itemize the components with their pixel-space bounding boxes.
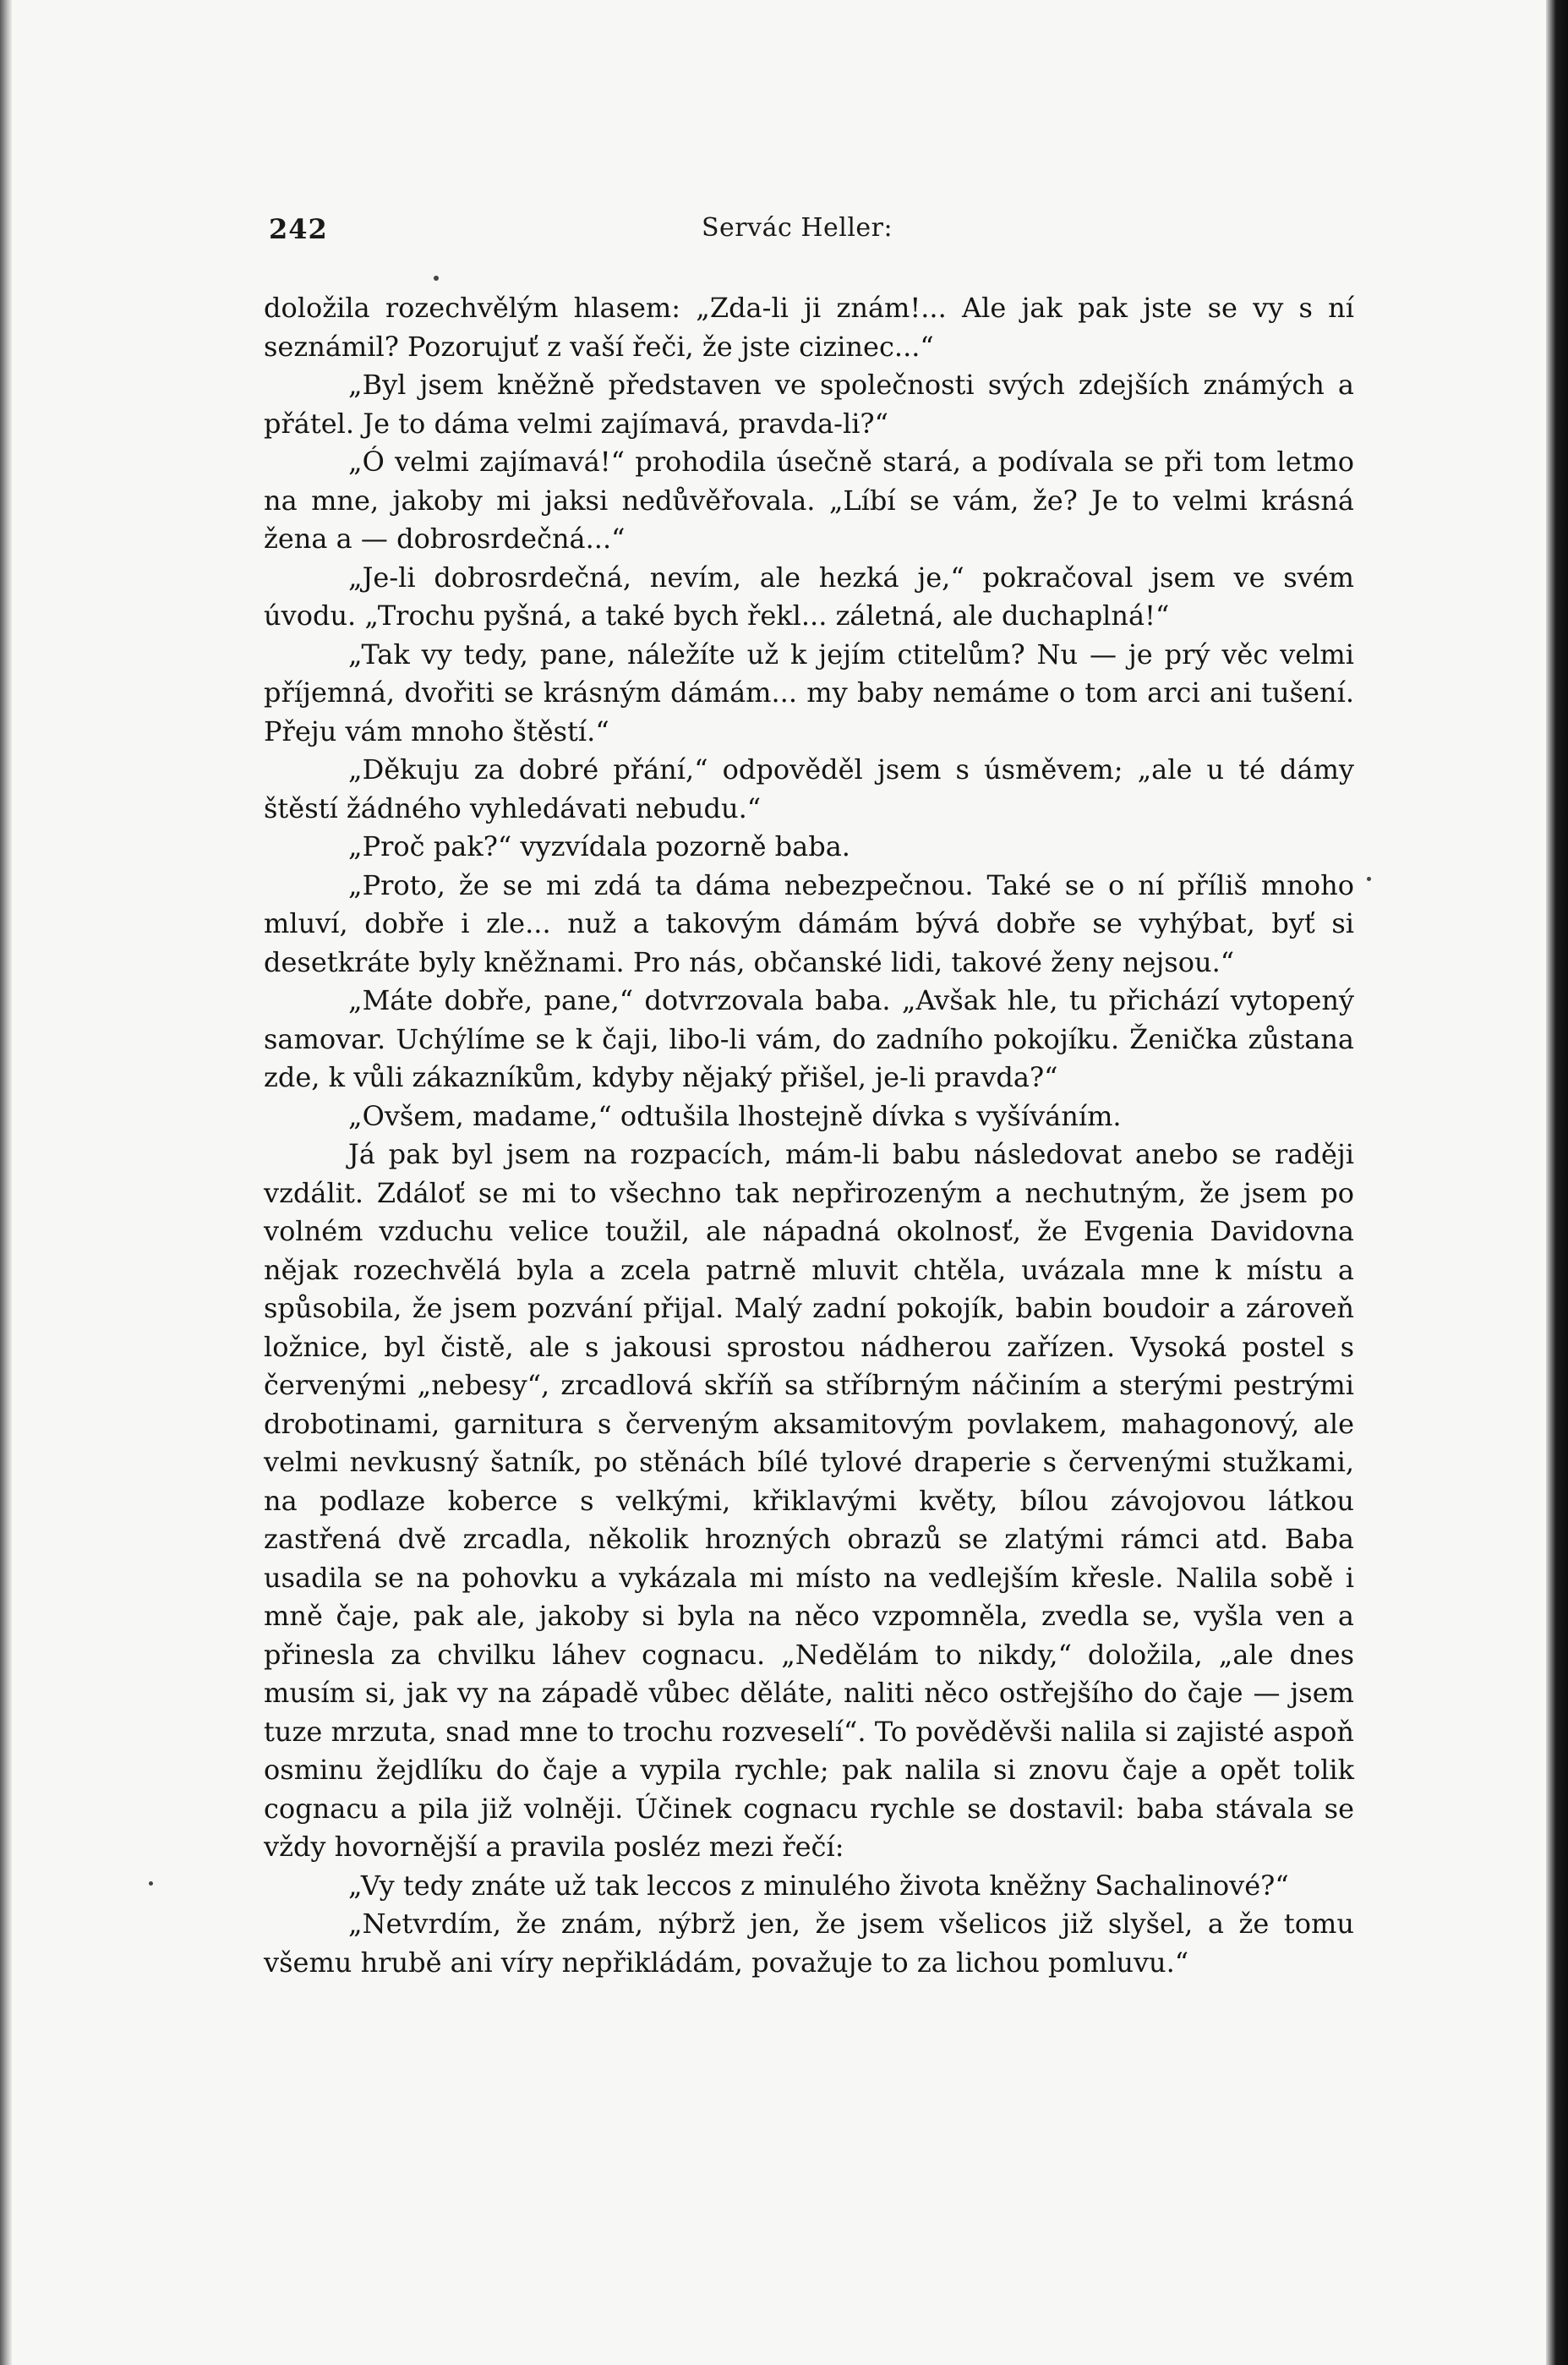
- paragraph: „Byl jsem kněžně představen ve společnosti svých zdejších známých a přátel. Je to dáma velmi zajímavá, pravda-li?“: [264, 369, 1354, 440]
- page-left-edge-shadow: [0, 0, 12, 2365]
- paragraph: „Máte dobře, pane,“ dotvrzovala baba. „Avšak hle, tu přichází vytopený samovar. Uchýlíme se k čaji, libo-li vám, do zadního pokojíku. Ženička zůstana zde, k vůli zákazníkům, kdyby nějaký přišel, je-li pravda?“: [264, 984, 1354, 1093]
- paragraph: „Tak vy tedy, pane, náležíte už k jejím ctitelům? Nu — je prý věc velmi příjemná, dvořiti se krásným dámám... my baby nemáme o tom arci ani tušení. Přeju vám mnoho štěstí.“: [264, 638, 1354, 747]
- paragraph: „Ovšem, madame,“ odtušila lhostejně dívka s vyšíváním.: [348, 1099, 1122, 1132]
- paragraph: „Je-li dobrosrdečná, nevím, ale hezká je,“ pokračoval jsem ve svém úvodu. „Trochu pyšná, a také bych řekl... záletná, ale duchaplná!“: [264, 561, 1354, 632]
- ink-speck: [1367, 877, 1371, 881]
- paragraph: Já pak byl jsem na rozpacích, mám-li babu následovat anebo se raději vzdálit. Zdáloť se mi to všechno tak nepřirozeným a nechutným, že jsem po volném vzduchu velice toužil, ale nápadná okolnosť, že Evgenia Davidovna nějak rozechvělá byla a zcela patrně mluvit chtěla, uvázala mne k místu a spůsobila, že jsem pozvání přijal. Malý zadní pokojík, babin boudoir a zároveň ložnice, byl čistě, ale s jakousi sprostou nádherou zařízen. Vysoká postel s červenými „nebesy“, zrcadlová skříň sa stříbrným náčiním a sterými pestrými drobotinami, garnitura s červeným aksamitovým povlakem, mahagonový, ale velmi nevkusný šatník, po stěnách bílé tylové draperie s červenými stužkami, na podlaze koberce s velkými, křiklavými květy, bílou závojovou látkou zastřená dvě zrcadla, několik hrozných obrazů se zlatými rámci atd. Baba usadila se na pohovku a vykázala mi místo na vedlejším křesle. Nalila sobě i mně čaje, pak ale, jakoby si byla na něco vzpomněla, zvedla se, vyšla ven a přinesla za chvilku láhev cognacu. „Nedělám to nikdy,“ doložila, „ale dnes musím si, jak vy na západě vůbec děláte, naliti něco ostřejšího do čaje — jsem tuze mrzuta, snad mne to trochu rozveselí“. To pověděvši nalila si zajisté aspoň osminu žejdlíku do čaje a vypila rychle; pak nalila si znovu čaje a opět tolik cognacu a pila již volněji. Účinek cognacu rychle se dostavil: baba stávala se vždy hovornější a pravila posléz mezi řečí:: [264, 1138, 1354, 1863]
- paragraph: „Ó velmi zajímavá!“ prohodila úsečně stará, a podívala se při tom letmo na mne, jakoby mi jaksi nedůvěřovala. „Líbí se vám, že? Je to velmi krásná žena a — dobrosrdečná...“: [264, 446, 1354, 555]
- paragraph: „Proč pak?“ vyzvídala pozorně baba.: [348, 830, 850, 862]
- ink-speck: [149, 1881, 153, 1886]
- page-right-edge-shadow: [1546, 0, 1568, 2365]
- body-text: [264, 289, 1354, 1982]
- ink-speck: [434, 276, 439, 281]
- page-number: 242: [269, 213, 328, 245]
- paragraph: „Proto, že se mi zdá ta dáma nebezpečnou. Také se o ní příliš mnoho mluví, dobře i zle... nuž a takovým dámám bývá dobře se vyhýbat, byť si desetkráte byly kněžnami. Pro nás, občanské lidi, takové ženy nejsou.“: [264, 868, 1354, 978]
- paragraph: „Netvrdím, že znám, nýbrž jen, že jsem všelicos již slyšel, a že tomu všemu hrubě ani víry nepřikládám, považuje to za lichou pomluvu.“: [264, 1908, 1354, 1979]
- paragraph: „Děkuju za dobré přání,“ odpověděl jsem s úsměvem; „ale u té dámy štěstí žádného vyhledávati nebudu.“: [264, 753, 1354, 824]
- paragraph: „Vy tedy znáte už tak leccos z minulého života kněžny Sachalinové?“: [348, 1869, 1289, 1902]
- paragraph: doložila rozechvělým hlasem: „Zda-li ji znám!... Ale jak pak jste se vy s ní seznámil? Pozorujuť z vaší řeči, že jste cizinec...“: [264, 292, 1354, 363]
- running-title: Servác Heller:: [702, 213, 893, 243]
- running-header: [269, 213, 1351, 255]
